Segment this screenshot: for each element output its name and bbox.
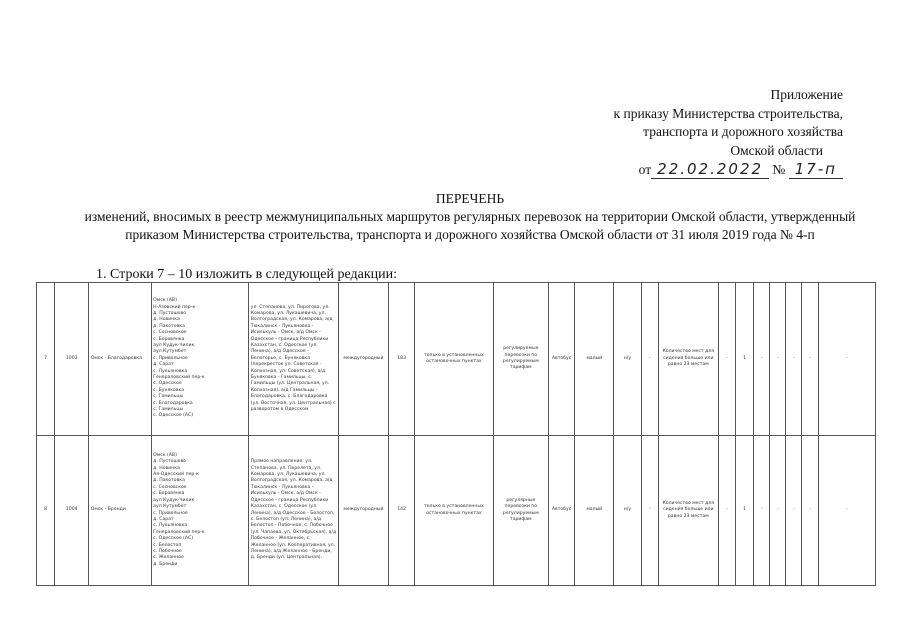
cell-vehicle: Автобус — [548, 436, 574, 586]
stop-item: с. Боровянка — [153, 336, 185, 342]
stop-item: с. Одесское (АС) — [153, 536, 194, 542]
cell-route: Омск - Благодаровка — [89, 283, 151, 436]
stop-item: д. Новинка — [153, 465, 180, 471]
cell-stops — [151, 436, 249, 586]
number-prefix: № — [772, 162, 786, 177]
cell-capacity: Количество мест для сидения больше или равно 23 местам — [658, 436, 718, 586]
document-title — [60, 190, 880, 244]
cell-d4: - — [770, 283, 786, 436]
stop-item: с. Привольное — [153, 510, 188, 516]
cell-vehicle: Автобус — [548, 283, 574, 436]
stop-item: с. Одесское (АС) — [153, 413, 194, 419]
stop-item: с. Лукьяновка — [153, 368, 188, 374]
stop-item: с. Гамильцы — [153, 394, 184, 400]
cell-capacity: Количество мест для сидения больше или равно 23 местам — [658, 283, 718, 436]
stop-item: с. Боровянка — [153, 491, 185, 497]
cell-stop-order: только в установленных остановочных пунктах — [415, 283, 493, 436]
cell-tariff: регулируемые перевозки по регулируемым тарифам — [493, 283, 548, 436]
cell-length: 142 — [389, 436, 415, 586]
stop-item: с. Желанное — [153, 555, 184, 561]
stop-item: аул Кутумбет — [153, 504, 187, 510]
table-row — [37, 283, 876, 436]
stop-item: с. Сосновское — [153, 484, 187, 490]
stop-item: с. Буняковка — [153, 387, 185, 393]
cell-d3: - — [754, 283, 770, 436]
table-row — [37, 436, 876, 586]
stop-item: с. Одесское — [153, 381, 182, 387]
cell-stop-order: только в установленных остановочных пунктах — [415, 436, 493, 586]
appendix-line-4: Омской области — [730, 142, 823, 158]
cell-stops — [151, 283, 249, 436]
cell-length: 183 — [389, 283, 415, 436]
cell-d5: - — [786, 436, 802, 586]
cell-eco: н/у — [614, 436, 641, 586]
cell-eco: н/у — [614, 283, 641, 436]
cell-d6: - — [802, 436, 818, 586]
cell-dash2: - — [718, 283, 735, 436]
cell-code: 1004 — [55, 436, 89, 586]
stop-item: с. Лукьяновка — [153, 523, 188, 529]
cell-kind: междугородный — [338, 436, 388, 586]
date-prefix: от — [638, 162, 652, 177]
appendix-line-1: Приложение — [770, 87, 843, 102]
cell-d3: - — [754, 436, 770, 586]
item-1-instruction: 1. Строки 7 – 10 изложить в следующей редакции: — [96, 267, 398, 282]
stop-item: д. Пустошово — [153, 310, 186, 316]
cell-route: Омск - Бренди — [89, 436, 151, 586]
stop-item: с. Побочное — [153, 548, 182, 554]
stop-item: Генераловский пер-к — [153, 529, 205, 535]
stop-item: Ая-Одесский пер-к — [153, 472, 199, 478]
stop-item: Генераловский пер-к — [153, 375, 205, 381]
order-date-line — [543, 160, 843, 180]
stop-item: Омск (АВ) — [153, 452, 177, 458]
cell-class: малый — [575, 436, 614, 586]
stop-item: с. Гамильцы — [153, 407, 184, 413]
appendix-line-3: транспорта и дорожного хозяйства — [643, 124, 843, 139]
stop-item: аул Кутумбет — [153, 349, 187, 355]
title-text: изменений, вносимых в реестр межмуниципальных маршрутов регулярных перевозок на территории Омской области, утвержденный приказом Министерства строительства, транспорта и дорожного хозяйства Омской области от 31 июля 2019 года № 4-п — [84, 209, 856, 242]
stop-item: с. Белостоп — [153, 542, 182, 548]
cell-code: 1003 — [55, 283, 89, 436]
cell-dash1: - — [641, 283, 658, 436]
stop-item: аул Кудук-Чилик — [153, 342, 195, 348]
cell-qty: 1 — [736, 283, 754, 436]
cell-dash1: - — [641, 436, 658, 586]
cell-num: 7 — [37, 283, 55, 436]
cell-d4: - — [770, 436, 786, 586]
stop-item: Н-Азовский пер-к — [153, 304, 196, 310]
stop-item: с. Благодаровка — [153, 400, 193, 406]
cell-path: Прямое направление: ул. Степанова, ул. Перелета, ул. Комарова, ул. Лукашевича, ул. Волгоградская, ул. Комарова, а/д Тюкалинск - Лукьяновка - Исилькуль - Омск, а/д Омск - Одесское - граница Республики Казахстан, с. Одесское (ул. Ленина), а/д Одесское - Белостоп, с. Белостоп (ул. Ленина), а/д Белостоп - Побочное, с. Побочное (ул. Чапаева, ул. Октябрьская), а/д Побочное - Желанное, с. Желанное (ул. Кооперативная, ул. Ленина), а/д Желанное - Бренди, д. Бренди (ул. Центральная). — [249, 436, 339, 586]
handwritten-date: 22.02.2022 — [651, 160, 769, 179]
appendix-line-2: к приказу Министерства строительства, — [613, 105, 843, 121]
stop-item: д. Новинка — [153, 317, 180, 323]
stop-item: Омск (АВ) — [153, 298, 177, 304]
stop-item: д. Сарат — [153, 362, 174, 368]
appendix-block — [543, 86, 843, 180]
cell-kind: междугородный — [338, 283, 388, 436]
cell-tariff: регулярные перевозки по регулируемым тарифам — [493, 436, 548, 586]
cell-qty: 1 — [736, 436, 754, 586]
cell-d6: - — [802, 283, 818, 436]
cell-dash2: - — [718, 436, 735, 586]
stop-item: с. Привольное — [153, 355, 188, 361]
cell-d7: - — [818, 283, 875, 436]
cell-num: 8 — [37, 436, 55, 586]
cell-path: ул. Степанова, ул. Пирогова, ул. Комарова, ул. Лукашевича, ул. Волгоградская, ул. Комарова, а/д Тюкалинск - Лукьяновка - Исилькуль - Омск, а/д Омск - Одесское - граница Республики Казахстан, с. Одесское (ул. Ленина), а/д Одесское - Белогорье, с. Буняковка (перекресток ул. Советская - Колхозная, ул. Советская), а/д Буняковка - Гамильцы, с. Гамильцы (ул. Центральная, ул. Колхозная), а/д Гамильцы - Благодаровка, с. Благодаровка (ул. Восточная, ул. Центральная) с разворотом в Одесском — [249, 283, 339, 436]
cell-d5: - — [786, 283, 802, 436]
handwritten-order-number: 17-п — [789, 160, 843, 179]
stop-item: д. Сарат — [153, 516, 174, 522]
stop-item: аул Кудук-Чилик — [153, 497, 195, 503]
stop-item: с. Сосновское — [153, 330, 187, 336]
cell-d7: - — [818, 436, 875, 586]
cell-class: малый — [575, 283, 614, 436]
stop-item: д. Бренди — [153, 561, 178, 567]
title-heading: ПЕРЕЧЕНЬ — [435, 191, 505, 206]
stop-item: д. Пакотовка — [153, 478, 185, 484]
routes-table — [36, 282, 876, 586]
stop-item: д. Пакотовка — [153, 323, 185, 329]
stop-item: д. Пустошово — [153, 459, 186, 465]
